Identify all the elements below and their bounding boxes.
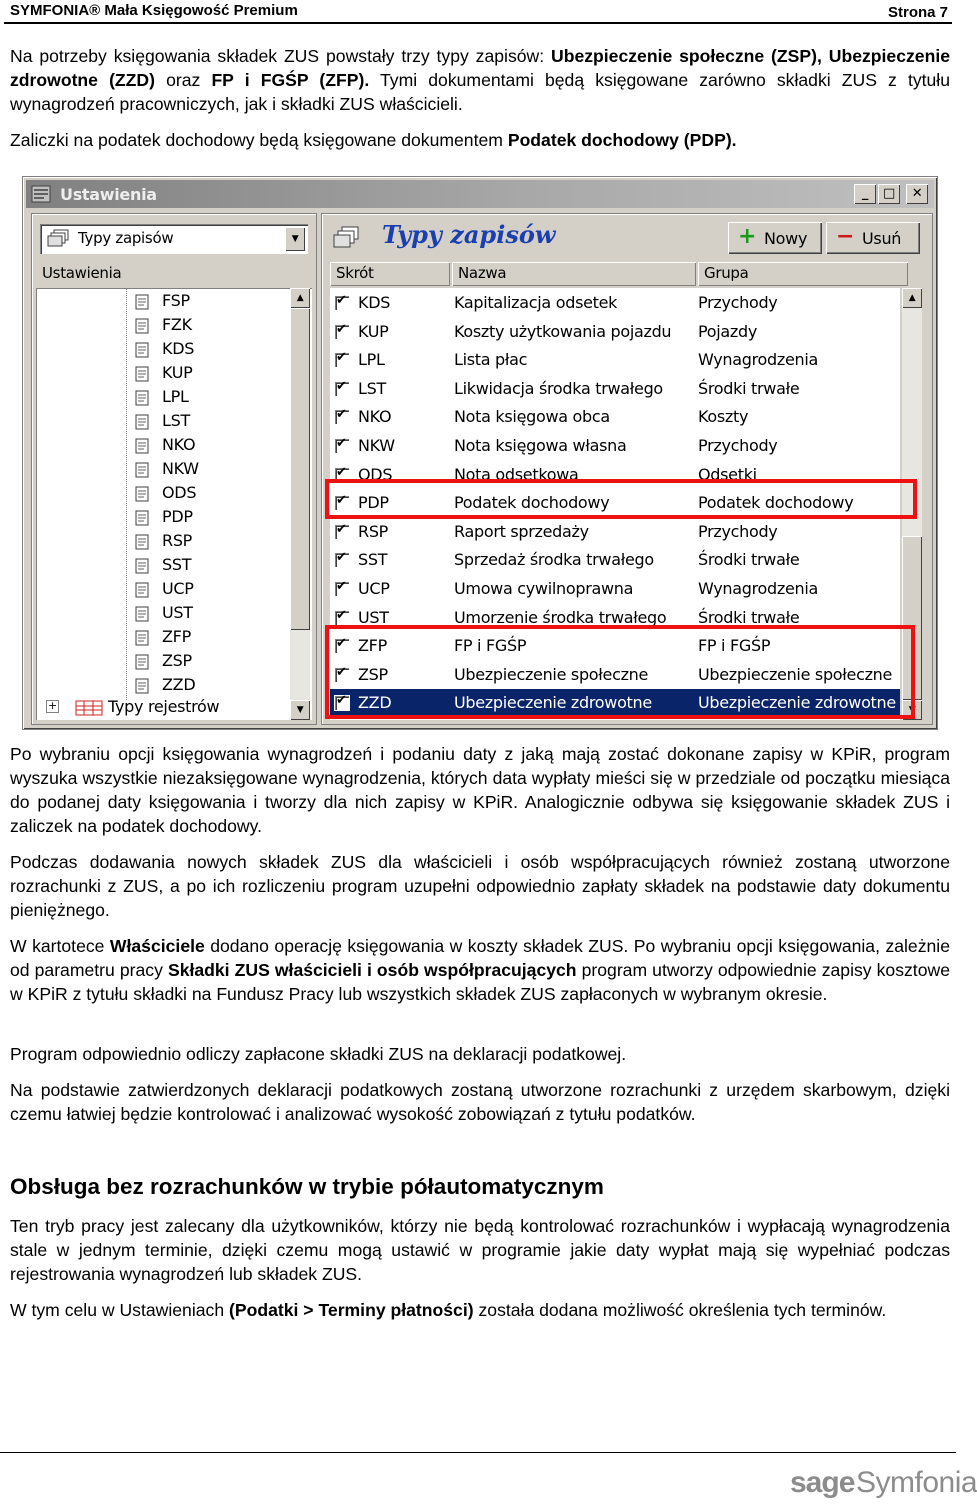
document-icon — [134, 486, 150, 502]
cell-code: ODS — [358, 464, 393, 484]
tree-item-kup[interactable] — [134, 362, 284, 386]
tree-item-lst[interactable] — [134, 410, 284, 434]
cell-code: KUP — [358, 321, 389, 341]
table-row[interactable] — [330, 518, 900, 547]
column-header-group[interactable]: Grupa — [698, 262, 908, 286]
cell-code: UST — [358, 607, 389, 627]
highlight-zus — [325, 625, 915, 719]
tree-item-label: KUP — [162, 363, 193, 382]
cell-group: FP i FGŚP — [698, 636, 771, 656]
document-icon — [134, 582, 150, 598]
document-icon — [134, 294, 150, 310]
plus-icon: + — [738, 224, 757, 249]
add-button-label: Nowy — [764, 229, 808, 248]
tree-label: Ustawienia — [42, 264, 122, 282]
header-product: SYMFONIA® Mała Księgowość Premium — [10, 2, 298, 19]
scroll-down-icon[interactable]: ▼ — [902, 700, 922, 720]
delete-button-label: Usuń — [862, 229, 902, 248]
paragraph-settings: W tym celu w Ustawieniach (Podatki > Terminy płatności) została dodana możliwość określenia tych terminów. — [10, 1300, 887, 1320]
documents-icon — [332, 226, 362, 250]
maximize-button[interactable]: □ — [878, 184, 900, 204]
tree-node-label: Typy rejestrów — [108, 697, 220, 716]
tree-item-zfp[interactable] — [134, 626, 284, 650]
table-row[interactable] — [330, 403, 900, 432]
settings-tree — [36, 288, 312, 720]
close-button[interactable]: ✕ — [906, 184, 928, 204]
tree-item-kds[interactable] — [134, 338, 284, 362]
combo-value: Typy zapisów — [78, 229, 174, 247]
row-checkbox[interactable] — [334, 552, 350, 568]
tree-item-label: LPL — [162, 387, 189, 406]
tree-guide-line — [126, 288, 127, 700]
cell-group: Środki trwałe — [698, 607, 800, 627]
documents-icon — [46, 229, 72, 249]
cell-group: Wynagrodzenia — [698, 350, 819, 370]
document-icon — [134, 462, 150, 478]
cell-group: Środki trwałe — [698, 378, 800, 398]
cell-name: Nota odsetkowa — [454, 464, 579, 484]
cell-code: LST — [358, 378, 386, 398]
intro-paragraph-2: Zaliczki na podatek dochodowy będą księgowane dokumentem Podatek dochodowy (PDP). — [10, 130, 737, 150]
cell-name: Sprzedaż środka trwałego — [454, 550, 654, 570]
scroll-up-icon[interactable]: ▲ — [290, 288, 310, 308]
document-icon — [134, 534, 150, 550]
document-icon — [134, 606, 150, 622]
window-app-icon — [31, 185, 51, 203]
tree-item-ust[interactable] — [134, 602, 284, 626]
cell-group: Przychody — [698, 436, 778, 455]
table-row[interactable] — [330, 575, 900, 604]
cell-name: Umorzenie środka trwałego — [454, 607, 667, 627]
tree-item-label: FSP — [162, 291, 190, 310]
document-icon — [134, 318, 150, 334]
row-checkbox[interactable] — [334, 352, 350, 368]
scroll-down-icon[interactable]: ▼ — [290, 700, 310, 720]
document-icon — [134, 438, 150, 454]
tree-item-sst[interactable] — [134, 554, 284, 578]
scroll-thumb[interactable] — [290, 308, 310, 630]
cell-code: UCP — [358, 579, 390, 598]
row-checkbox[interactable] — [334, 438, 350, 454]
tree-item-label: UCP — [162, 579, 194, 598]
window-title: Ustawienia — [60, 185, 157, 204]
highlight-pdp — [325, 479, 917, 519]
tree-item-label: UST — [162, 603, 193, 622]
document-icon — [134, 558, 150, 574]
cell-group: Przychody — [698, 293, 778, 312]
column-header-name[interactable]: Nazwa — [452, 262, 696, 286]
cell-name: Ubezpieczenie społeczne — [454, 664, 649, 684]
tree-item-label: PDP — [162, 507, 193, 526]
table-row[interactable] — [330, 432, 900, 461]
tree-item-ucp[interactable] — [134, 578, 284, 602]
document-icon — [134, 414, 150, 430]
row-checkbox[interactable] — [334, 610, 350, 626]
scroll-up-icon[interactable]: ▲ — [902, 288, 922, 308]
cell-name: Nota księgowa obca — [454, 407, 610, 427]
paragraph-booking: Po wybraniu opcji księgowania wynagrodzeń i podaniu daty z jaką mają zostać dokonane zapisy w KPiR, program wyszuka wszystkie niezaksięgowane wynagrodzenia, których data wypłaty mieści się w przedziale od początku miesiąca do podanej daty księgowania i tworzy dla nich zapisy w KPiR. Analogicznie odbywa się księgowanie składek ZUS i zaliczek na podatek dochodowy. — [10, 744, 950, 836]
paragraph-owners: W kartotece Właściciele dodano operację księgowania w koszty składek ZUS. Po wybraniu opcji księgowania, zależnie od parametru pracy Składki ZUS właścicieli i osób współpracujących program utworzy odpowiednie zapisy kosztowe w KPiR z tytułu składki na Fundusz Pracy lub wszystkich składek ZUS zapłaconych w wybranym okresie. — [10, 936, 950, 1004]
tree-item-label: ZFP — [162, 627, 191, 646]
tree-item-fzk[interactable] — [134, 314, 284, 338]
expand-icon[interactable]: + — [46, 700, 59, 713]
window-titlebar[interactable] — [26, 180, 934, 208]
table-row[interactable] — [330, 546, 900, 575]
cell-code: SST — [358, 550, 388, 570]
tree-node-registers[interactable] — [44, 696, 294, 720]
add-button[interactable] — [728, 222, 822, 254]
header-divider — [4, 22, 952, 24]
cell-group: Wynagrodzenia — [698, 579, 819, 598]
tree-item-label: KDS — [162, 339, 195, 358]
tree-item-fsp[interactable] — [134, 290, 284, 314]
cell-name: Podatek dochodowy — [454, 493, 610, 513]
cell-code: PDP — [358, 493, 389, 513]
footer-divider — [0, 1452, 956, 1453]
cell-name: Umowa cywilnoprawna — [454, 579, 634, 598]
tree-item-ods[interactable] — [134, 482, 284, 506]
cell-group: Odsetki — [698, 464, 757, 484]
tree-item-rsp[interactable] — [134, 530, 284, 554]
tree-scrollbar[interactable] — [290, 288, 310, 720]
table-icon — [74, 698, 104, 718]
cell-code: ZFP — [358, 636, 387, 656]
cell-group: Pojazdy — [698, 321, 758, 341]
tree-item-label: FZK — [162, 315, 192, 334]
table-row[interactable] — [330, 346, 900, 375]
tree-item-nko[interactable] — [134, 434, 284, 458]
tree-item-label: RSP — [162, 531, 193, 550]
cell-group: Ubezpieczenie zdrowotne — [698, 693, 896, 713]
cell-code: ZZD — [358, 693, 392, 713]
cell-name: Kapitalizacja odsetek — [454, 293, 618, 312]
row-checkbox[interactable] — [334, 581, 350, 597]
cell-group: Ubezpieczenie społeczne — [698, 664, 893, 684]
chevron-down-icon[interactable]: ▼ — [285, 227, 305, 251]
row-checkbox[interactable] — [334, 409, 350, 425]
cell-code: RSP — [358, 521, 389, 541]
document-icon — [134, 510, 150, 526]
paragraph-tax-office: Na podstawie zatwierdzonych deklaracji podatkowych zostaną utworzone rozrachunki z urzędem skarbowym, dzięki czemu łatwiej będzie kontrolować i analizować wysokość zobowiązań z tytułu podatków. — [10, 1080, 950, 1124]
paragraph-zus-settlements: Podczas dodawania nowych składek ZUS dla właścicieli i osób współpracujących również zostaną utworzone rozrachunki z ZUS, a po ich rozliczeniu program uzupełni odpowiednio zapłaty składek na podstawie daty dokumentu pieniężnego. — [10, 852, 950, 920]
cell-code: ZSP — [358, 664, 388, 684]
tree-item-zsp[interactable] — [134, 650, 284, 674]
intro-paragraph-1: Na potrzeby księgowania składek ZUS powstały trzy typy zapisów: Ubezpieczenie społeczne (ZSP), Ubezpieczenie zdrowotne (ZZD) oraz FP i FGŚP (ZFP). Tymi dokumentami będą księgowane zarówno składki ZUS z tytułu wynagrodzeń pracowniczych, jak i składki ZUS właścicieli. — [10, 46, 950, 114]
tree-item-nkw[interactable] — [134, 458, 284, 482]
table-row[interactable] — [330, 318, 900, 347]
delete-button[interactable] — [826, 222, 920, 254]
cell-name: Lista płac — [454, 350, 528, 370]
cell-name: FP i FGŚP — [454, 636, 527, 656]
tree-item-label: SST — [162, 555, 192, 574]
row-checkbox[interactable] — [334, 324, 350, 340]
cell-code: LPL — [358, 350, 385, 370]
page-header — [8, 0, 948, 22]
tree-item-label: NKW — [162, 459, 199, 478]
header-page-number: Strona 7 — [887, 4, 948, 21]
tree-item-lpl[interactable] — [134, 386, 284, 410]
row-checkbox[interactable] — [334, 524, 350, 540]
tree-item-zzd[interactable] — [134, 674, 284, 698]
column-header-code[interactable]: Skrót — [330, 262, 450, 286]
cell-name: Raport sprzedaży — [454, 521, 589, 541]
document-icon — [134, 366, 150, 382]
document-icon — [134, 390, 150, 406]
row-checkbox[interactable] — [334, 381, 350, 397]
cell-code: NKW — [358, 436, 395, 455]
tree-item-label: ZSP — [162, 651, 192, 670]
document-icon — [134, 342, 150, 358]
cell-code: KDS — [358, 293, 391, 312]
tree-item-label: LST — [162, 411, 190, 430]
cell-group: Przychody — [698, 521, 778, 541]
cell-name: Likwidacja środka trwałego — [454, 378, 663, 398]
cell-name: Koszty użytkowania pojazdu — [454, 321, 672, 341]
cell-group: Środki trwałe — [698, 550, 800, 570]
cell-group: Podatek dochodowy — [698, 493, 854, 513]
minus-icon: − — [836, 224, 855, 249]
cell-name: Nota księgowa własna — [454, 436, 627, 455]
document-icon — [134, 630, 150, 646]
tree-item-pdp[interactable] — [134, 506, 284, 530]
cell-name: Ubezpieczenie zdrowotne — [454, 693, 652, 713]
document-icon — [134, 654, 150, 670]
settings-tree-panel — [31, 213, 317, 725]
cell-code: NKO — [358, 407, 392, 427]
tree-item-label: NKO — [162, 435, 196, 454]
paragraph-deduction: Program odpowiednio odliczy zapłacone składki ZUS na deklaracji podatkowej. — [10, 1044, 627, 1064]
cell-group: Koszty — [698, 407, 749, 427]
minimize-button[interactable]: _ — [854, 184, 876, 204]
paragraph-mode: Ten tryb pracy jest zalecany dla użytkowników, którzy nie będą kontrolować rozrachunków i wypłacają wynagrodzenia stale w jednym terminie, dzięki czemu mogą ustawić w programie jakie daty wypłat mają się wypełniać podczas rejestrowania wynagrodzeń lub składek ZUS. — [10, 1216, 950, 1284]
document-icon — [134, 678, 150, 694]
tree-item-label: ODS — [162, 483, 197, 502]
table-row[interactable] — [330, 289, 900, 318]
table-row[interactable] — [330, 375, 900, 404]
panel-title: Typy zapisów — [382, 220, 556, 249]
row-checkbox[interactable] — [334, 295, 350, 311]
tree-item-label: ZZD — [162, 675, 196, 694]
settings-type-combo[interactable] — [40, 224, 308, 254]
section-heading: Obsługa bez rozrachunków w trybie półautomatycznym — [10, 1174, 604, 1199]
